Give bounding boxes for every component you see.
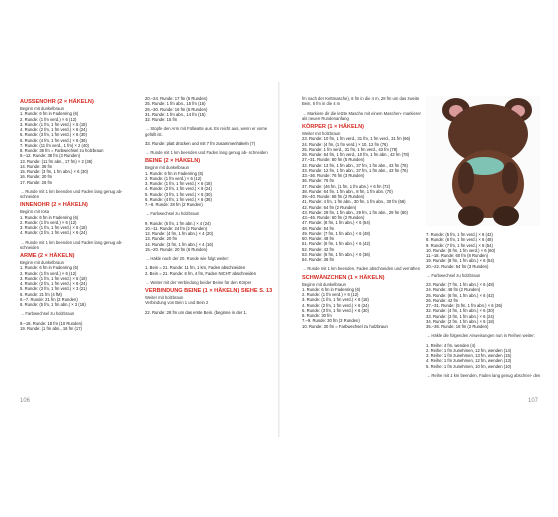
section-heading: SCHWÄNZCHEN (1 × HÄKELN) (302, 274, 385, 281)
round-line: 10.–11. Runde: 24 fm (2 Runden) (145, 225, 208, 231)
round-line: 26. Runde: 42 fm (426, 297, 459, 303)
round-line: 10. Runde: (8 fm, 1 fm verd.) × 6 (60) (426, 247, 496, 253)
instruction-note: → Farbwechsel zu holzbraun (426, 272, 481, 278)
round-line: 43.–46. Runde: 60 fm (2 Runden) (302, 215, 365, 220)
round-line: 3. Runde: (1 fm, 1 fm verd.) × 6 (18) (20, 225, 87, 230)
page-number-left: 106 (20, 398, 31, 404)
round-line: 53. Runde: (5 fm, 1 fm abn.) × 6 (36) (302, 251, 371, 257)
round-line: 43. Runde: 29 fm, 1 fm abn., 29 fm, 1 fm abn., 29 fm (60) (302, 209, 408, 215)
round-line: 51. Runde: (6 fm, 1 fm abn.) × 6 (42) (302, 241, 371, 247)
round-line: 5. Runde: (3 fm, 1 fm verd.) × 3 (21) (20, 286, 87, 292)
section-subtitle: Beginn mit dunkelbraun (302, 281, 346, 287)
round-line: 36. Runde: 76 fm (302, 178, 335, 184)
round-line: 19. Runde: (1 fm abn., 16 fm (17) (20, 325, 82, 331)
round-line: 47. Runde: (8 fm, 1 fm abn.) × 6 (54) (302, 220, 371, 226)
round-line: 24. Runde: 48 fm (2 Runden) (426, 287, 481, 293)
round-line: 2. Runde: (1 fm verd.) × 6 (12) (20, 219, 77, 225)
round-line: 11.–18. Runde: 60 fm (8 Runden) (426, 253, 489, 258)
bear-illustration (426, 96, 540, 226)
round-line: 9.–18. Runde: 18 fm (10 Runden) (20, 320, 83, 326)
round-line: 1. Runde: 6 fm in Fadenring (6) (20, 111, 79, 117)
round-line: 6. Runde: (4 fm, 1 fm verd.) × 6 (36) (145, 196, 212, 202)
round-line: 23. Runde: 10 fm, 1 fm verd., 31 fm, 1 fm verd., 31 fm (66) (302, 136, 411, 142)
round-line: 4. Runde: (2 fm, 1 fm verd.) × 6 (24) (20, 127, 87, 132)
round-line: 20.–22. Runde: 54 fm (3 Runden) (426, 263, 489, 269)
round-line: 4. Runde: (2 fm, 1 fm verd.) × 6 (24) (302, 302, 369, 308)
column-3 (302, 96, 424, 329)
round-line: 25. Runde: 1 fm verd., 31 fm, 1 fm verd., 43 fm (78) (302, 146, 398, 152)
round-line: 39.–40. Runde: 68 fm (2 Runden) (302, 194, 365, 199)
instruction-note: → Markiere dir die letzte Masche mit einem Maschen- markierer als neuen Rundenanfang (302, 110, 421, 121)
round-line: 2. Runde: (1 fm verd.) × 6 (12) (302, 292, 359, 297)
book-gutter (278, 82, 280, 437)
amigurumi-bear-photo (426, 96, 540, 226)
round-line: 3. Runde: (1 fm, 1 fm verd.) × 6 (18) (302, 297, 369, 303)
round-line: 13. Runde: (11 fm abn., 17 fm) × 2 (36) (20, 158, 93, 164)
round-line: 1. Runde: 6 fm in Fadenring (6) (20, 265, 79, 271)
round-line: 1. Runde: 6 fm in Fadenring (6) (20, 214, 79, 220)
instruction-note: → Runde mit 1 km beenden, Faden abschneiden und vernähen (302, 266, 421, 272)
round-line: 7. Runde: (11 fm verd., 1 fm) × 2 (40) (20, 142, 89, 148)
round-line: 33. Runde: platt drücken und mit 7 fm zusammenhäkeln (7) (145, 140, 256, 146)
round-line: 32. Runde: 13 fm, 1 fm abn., 37 fm, 1 fm abn., 43 fm (78) (302, 162, 408, 168)
round-line: 3. Reihe: 1 fm zunehmen, 13 fm, wenden (15) (426, 353, 512, 358)
round-line: 2. Reihe: 1 fm zunehmen, 12 fm, wenden (14) (426, 347, 512, 353)
instruction-note: → Reihe mit 1 km beenden, Faden lang genug abschnei- den (426, 372, 541, 378)
round-line: 33. Runde: 12 fm, 1 fm abn., 37 fm, 1 fm abn., 43 fm (76) (302, 167, 408, 173)
round-line: 1. Runde: 6 fm in Fadenring (6) (302, 286, 361, 292)
round-line: 48. Runde: 54 fm (302, 225, 335, 231)
round-line: 52. Runde: 42 fm (302, 246, 335, 252)
section-heading: VERBINDUNG BEINE (1 × HÄKELN) SIEHE S. 13 (145, 288, 273, 294)
round-line: 14. Runde: 36 fm (20, 163, 53, 169)
round-line: 2. Runde: (1 fm verd.) × 6 (12) (20, 116, 77, 122)
round-line: 35.–36. Runde: 18 fm (2 Runden) (426, 324, 489, 329)
round-line: 3. Runde: (1 fm, 1 fm verd.) × 6 (18) (20, 275, 87, 281)
round-line: 26. Runde: 64 fm, 1 fm verd., 10 fm, 1 fm abn., 43 fm (78) (302, 152, 410, 157)
round-line: 4. Runde: (2 fm, 1 fm verd.) × 6 (24) (20, 230, 87, 236)
round-line: 2. Runde: (1 fm verd.) × 6 (12) (20, 270, 77, 276)
round-line: 27.–31. Runde: 80 fm (5 Runden) (302, 157, 365, 163)
round-line: 34. Runde: (2 fm, 1 fm abn.) × 6 (18) (426, 318, 495, 324)
instruction-note: → Runde mit 1 km beenden und Faden lang genug ab- schneiden (20, 188, 123, 199)
round-line: 6. Runde: (4 fm, 1 fm verd.) × 6 (36) (20, 137, 87, 143)
round-line: 6.–7. Runde: 21 fm (2 Runden) (20, 296, 78, 302)
round-line: 1. Runde: 6 fm in Fadenring (6) (145, 170, 204, 176)
instruction-note: → Runde mit 1 km beenden und Faden lang genug ab- schneiden (20, 239, 123, 250)
instruction-note: → Stopfe den Arm mit Füllwatte aus. Es reicht aus, wenn er vorne gefüllt ist. (145, 126, 268, 137)
instruction-note: fm nach der Kettmasche), 6 fm in die 4 m, 28 fm um das zweite Bein, 6 fm in die 4 m (302, 96, 420, 107)
round-line: 23. Runde: (7 fm, 1 fm abn.) × 6 (48) (426, 282, 495, 287)
instruction-note: → Runde mit 1 km beenden und Faden lang genug ab- schneiden (145, 150, 268, 155)
round-line: 37. Runde: (46 fm, (1 fm, 1 fm abn.) × 6 fm (72) (302, 183, 391, 189)
round-line: 10. Runde: 30 fm = Farbwechsel zu holzbraun (302, 323, 388, 329)
round-line: 8. Runde: (6 fm, 1 fm verd.) × 6 (48) (426, 237, 493, 243)
section-heading: ARME (2 × HÄKELN) (20, 253, 75, 259)
round-line: 25. Runde: (6 fm, 1 fm abn.) × 6 (42) (426, 292, 495, 298)
round-line: 5. Runde: (3 fm, 1 fm verd.) × 6 (30) (145, 191, 212, 197)
round-line: 7.–8. Runde: 28 fm (2 Runden) (145, 202, 203, 207)
round-line: 50. Runde: 48 fm (302, 236, 335, 241)
round-line: 42. Runde: 64 fm (2 Runden) (302, 204, 357, 210)
section-heading: AUSSENOHR (2 × HÄKELN) (20, 99, 94, 105)
round-line: 22. Runde: 28 fm um das erste Bein. (beginne in der 1. (145, 309, 247, 315)
section-subtitle: Weiter mit holzbraun (145, 295, 184, 300)
round-line: 32. Runde: 15 fm (145, 117, 178, 122)
section-subtitle: Beginn mit rosa (20, 209, 50, 215)
section-subtitle: Verbindung von Bein 1 und Bein 2 (145, 300, 209, 306)
round-line: 4. Runde: (2 fm, 1 fm verd.) × 6 (24) (20, 281, 87, 286)
round-line: 5. Runde: (3 fm, 1 fm verd.) × 6 (30) (20, 132, 87, 138)
round-line: 1. Reihe: 4 fm, wenden (4) (426, 342, 476, 348)
section-subtitle: Beginn mit dunkelbraun (20, 260, 64, 265)
section-subtitle: Weiter mit holzbraun (302, 131, 341, 136)
round-line: 15. Runde: (3 fm, 1 fm abn.) × 6 (30) (20, 169, 89, 174)
round-line: 31. Runde: 1 fm abn., 14 fm (15) (145, 111, 206, 117)
round-line: 19. Runde: (8 fm, 1 fm abn.) × 6 (54) (426, 258, 495, 264)
round-line: 8. Runde: 38 fm = Farbwechsel zu holzbraun (20, 148, 104, 153)
round-line: 7.–9. Runde: 30 fm (3 Runden) (302, 318, 360, 324)
column-2 (145, 96, 273, 315)
round-line: 6. Runde: 21 fm (4 fM) (20, 291, 62, 297)
round-line: 9.–12. Runde: 38 fm (3 Runden) (20, 153, 81, 159)
round-line: 7. Runde: (5 fm, 1 fm verd.) × 6 (42) (426, 232, 493, 237)
round-line: 8. Runde: (5 fm, 1 fm abn.) × 3 (18) (20, 302, 86, 307)
round-line: 12. Runde: (4 fm, 1 fm abn.) × 4 (20) (145, 231, 214, 236)
page-number-right: 107 (528, 398, 539, 404)
round-line: 16. Runde: 30 fm (20, 174, 53, 180)
round-line: 15.–20. Runde: 20 fm (6 Runden) (145, 246, 208, 252)
round-line: 14. Runde: (3 fm, 1 fm abn.) × 4 (16) (145, 241, 214, 247)
instruction-note: → Häkle nach der 20. Runde wie folgt weiter: (145, 256, 230, 261)
round-line: 2. Bein = 21. Runde: 6 fm, 4 fm, Faden NICHT abschneiden (145, 270, 257, 276)
round-line: 33. Runde: (3 fm, 1 fm abn.) × 6 (24) (426, 313, 495, 319)
round-line: 32. Runde: (4 fm, 1 fm abn.) × 6 (30) (426, 308, 495, 314)
section-subtitle: Beginn mit dunkelbraun (20, 106, 64, 111)
round-line: 3. Runde: (1 fm, 1 fm verd.) × 6 (18) (20, 121, 87, 127)
instruction-note: → Weiter mit der Verbindung beider Beine für den Körper (145, 279, 252, 285)
round-line: 33.–36. Runde: 76 fm (3 Runden) (302, 173, 365, 178)
round-line: 20.–24. Runde: 17 fm (5 Runden) (145, 96, 208, 101)
round-line: 4. Runde: (2 fm, 1 fm verd.) × 6 (24) (145, 186, 212, 192)
round-line: 13. Runde: 20 fm (145, 236, 178, 242)
section-heading: BEINE (2 × HÄKELN) (145, 158, 201, 165)
round-line: 9. Runde: (5 fm, 1 fm abn.) × 4 (24) (145, 220, 211, 226)
round-line: 17. Runde: 26 fm (20, 179, 53, 185)
round-line: 1. Bein = 21. Runde: 11 fm, 1 km, Faden abschneiden (145, 265, 246, 271)
round-line: 2. Runde: (1 fm verd.) × 6 (12) (145, 175, 202, 181)
round-line: 26.–30. Runde: 16 fm (5 Runden) (145, 106, 208, 112)
round-line: 49. Runde: (7 fm, 1 fm abn.) × 6 (48) (302, 230, 371, 236)
round-line: 25. Runde: 1 fm abn., 15 fm (16) (145, 101, 206, 107)
round-line: 54. Runde: 36 fm (302, 257, 335, 262)
column-1 (20, 96, 135, 331)
round-line: 24. Runde: (4 fm, (1 fm verd.) × 10, 12 fm (76) (302, 141, 388, 147)
instruction-note: → Farbwechsel zu holzbraun (20, 311, 75, 317)
section-heading: INNENOHR (2 × HÄKELN) (20, 202, 88, 209)
round-line: 38. Runde: 64 fm, 1 fm abn., 8 fm, 1 fm abn. (70) (302, 188, 393, 194)
instruction-note: → Farbwechsel zu holzbraun (145, 211, 200, 217)
round-line: 5. Runde: (3 fm, 1 fm verd.) × 6 (30) (302, 307, 369, 313)
round-line: 27.–31. Runde: (5 fm, 1 fm abn.) × 6 (36) (426, 303, 503, 308)
instruction-note: → Häkle die folgenden Anweisungen nun in Reihen weiter: (426, 333, 535, 339)
round-line: 41. Runde: 4 fm, 1 fm abn., 30 fm, 1 fm abn., 30 fm (66) (302, 199, 406, 205)
round-line: 9. Runde: (7 fm, 1 fm verd.) × 6 (54) (426, 242, 493, 248)
section-heading: KÖRPER (1 × HÄKELN) (302, 124, 365, 130)
round-line: 5. Reihe: 1 fm zunehmen, 10 fm, wenden (10) (426, 363, 512, 369)
column-4 (426, 232, 551, 378)
section-subtitle: Beginn mit dunkelbraun (145, 165, 189, 171)
round-line: 3. Runde: (1 fm, 1 fm verd.) × 6 (18) (145, 181, 212, 186)
round-line: 6. Runde: 30 fm (302, 313, 332, 318)
round-line: 4. Reihe: 1 fm zunehmen, 12 fm, wenden (13) (426, 358, 512, 364)
